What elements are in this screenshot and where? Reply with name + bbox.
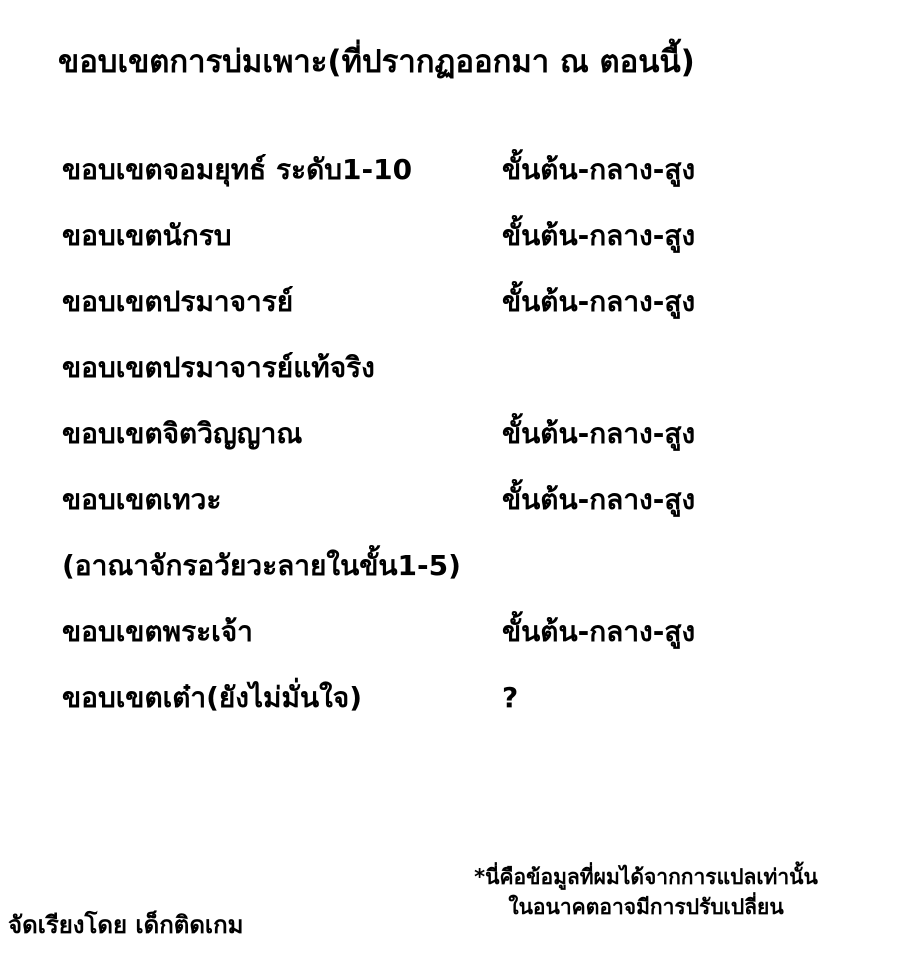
footnote-line-1: *นี่คือข้อมูลที่ผมได้จากการแปลเท่านั้น	[474, 865, 818, 889]
realm-name: ขอบเขตปรมาจารย์	[62, 285, 294, 318]
page-title: ขอบเขตการบ่มเพาะ(ที่ปรากฏออกมา ณ ตอนนี้)	[58, 44, 695, 80]
realm-name: (อาณาจักรอวัยวะลายในขั้น1-5)	[62, 549, 461, 582]
realm-name: ขอบเขตนักรบ	[62, 219, 232, 252]
realm-name: ขอบเขตพระเจ้า	[62, 615, 253, 648]
realm-levels: ขั้นต้น-กลาง-สูง	[502, 153, 696, 186]
realm-name: ขอบเขตเต๋า(ยังไม่มั่นใจ)	[62, 681, 362, 714]
realm-levels: ขั้นต้น-กลาง-สูง	[502, 417, 696, 450]
list-item	[62, 676, 842, 742]
list-item	[62, 544, 842, 610]
list-item	[62, 412, 842, 478]
realm-levels: ขั้นต้น-กลาง-สูง	[502, 219, 696, 252]
list-item	[62, 610, 842, 676]
realm-name: ขอบเขตจิตวิญญาณ	[62, 417, 303, 450]
credit-line: จัดเรียงโดย เด็กติดเกม	[8, 911, 244, 939]
footnote	[436, 862, 856, 923]
list-item	[62, 478, 842, 544]
realm-levels: ขั้นต้น-กลาง-สูง	[502, 483, 696, 516]
list-item	[62, 148, 842, 214]
list-item	[62, 214, 842, 280]
realm-name: ขอบเขตปรมาจารย์แท้จริง	[62, 351, 375, 384]
list-item	[62, 346, 842, 412]
realm-name: ขอบเขตจอมยุทธ์ ระดับ1-10	[62, 153, 413, 186]
footnote-line-2: ในอนาคตอาจมีการปรับเปลี่ยน	[508, 895, 784, 920]
list-item	[62, 280, 842, 346]
realm-list	[62, 148, 842, 742]
realm-levels: ?	[502, 681, 519, 714]
realm-levels: ขั้นต้น-กลาง-สูง	[502, 615, 696, 648]
realm-levels: ขั้นต้น-กลาง-สูง	[502, 285, 696, 318]
realm-name: ขอบเขตเทวะ	[62, 483, 222, 516]
